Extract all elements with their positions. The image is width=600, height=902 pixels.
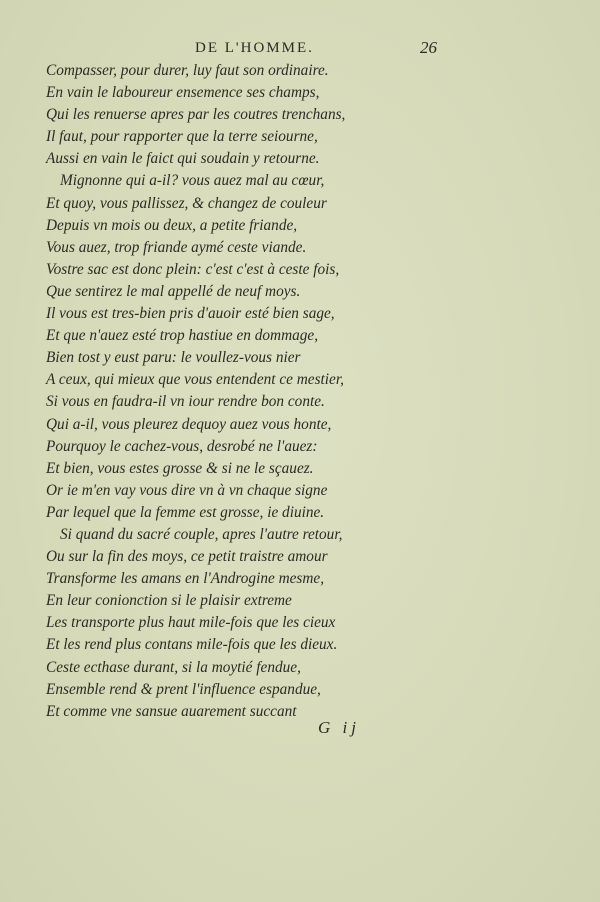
verse-line: En leur conionction si le plaisir extreme [46, 592, 292, 610]
verse-line: Il vous est tres-bien pris d'auoir esté bien sage, [46, 305, 335, 323]
verse-line: Si vous en faudra-il vn iour rendre bon conte. [46, 393, 325, 411]
verse-line: Par lequel que la femme est grosse, ie diuine. [46, 503, 325, 521]
verse-line: Or ie m'en vay vous dire vn à vn chaque signe [46, 481, 328, 499]
verse-line: Vous auez, trop friande aymé ceste viande. [46, 238, 307, 256]
verse-line: Vostre sac est donc plein: c'est c'est à ceste fois, [46, 260, 340, 278]
verse-line: Aussi en vain le faict qui soudain y retourne. [46, 150, 320, 168]
verse-line: A ceux, qui mieux que vous entendent ce mestier, [46, 371, 344, 389]
verse-line: Et comme vne sansue auarement succant [46, 702, 297, 720]
verse-line: Et quoy, vous pallissez, & changez de couleur [46, 194, 327, 212]
verse-line: Si quand du sacré couple, apres l'autre retour, [60, 525, 343, 543]
verse-text [40, 60, 380, 723]
verse-line: Et que n'auez esté trop hastiue en dommage, [46, 327, 319, 345]
verse-line: Mignonne qui a-il? vous auez mal au cœur, [60, 172, 325, 190]
running-title: DE L'HOMME. [195, 40, 314, 56]
verse-line: Ensemble rend & prent l'influence espandue, [46, 680, 321, 698]
verse-line: En vain le laboureur ensemence ses champs, [46, 84, 320, 102]
verse-line: Les transporte plus haut mile-fois que les cieux [46, 614, 336, 632]
verse-line: Et bien, vous estes grosse & si ne le sçauez. [46, 459, 314, 477]
verse-line: Que sentirez le mal appellé de neuf moys. [46, 282, 301, 300]
page-number: 26 [420, 38, 437, 57]
signature-mark: G ij [318, 718, 360, 737]
verse-line: Transforme les amans en l'Androgine mesme, [46, 570, 325, 588]
verse-line: Pourquoy le cachez-vous, desrobé ne l'auez: [46, 437, 318, 455]
verse-line: Depuis vn mois ou deux, a petite friande, [46, 216, 298, 234]
verse-line: Qui les renuerse apres par les coutres trenchans, [46, 106, 346, 124]
verse-line: Il faut, pour rapporter que la terre seiourne, [46, 128, 318, 146]
verse-line: Bien tost y eust paru: le voullez-vous nier [46, 349, 301, 367]
verse-line: Qui a-il, vous pleurez dequoy auez vous honte, [46, 415, 332, 433]
verse-line: Ceste ecthase durant, si la moytié fendue, [46, 658, 301, 676]
verse-line: Ou sur la fin des moys, ce petit traistre amour [46, 548, 328, 566]
verse-line: Et les rend plus contans mile-fois que les dieux. [46, 636, 338, 654]
verse-line: Compasser, pour durer, luy faut son ordinaire. [46, 62, 329, 79]
